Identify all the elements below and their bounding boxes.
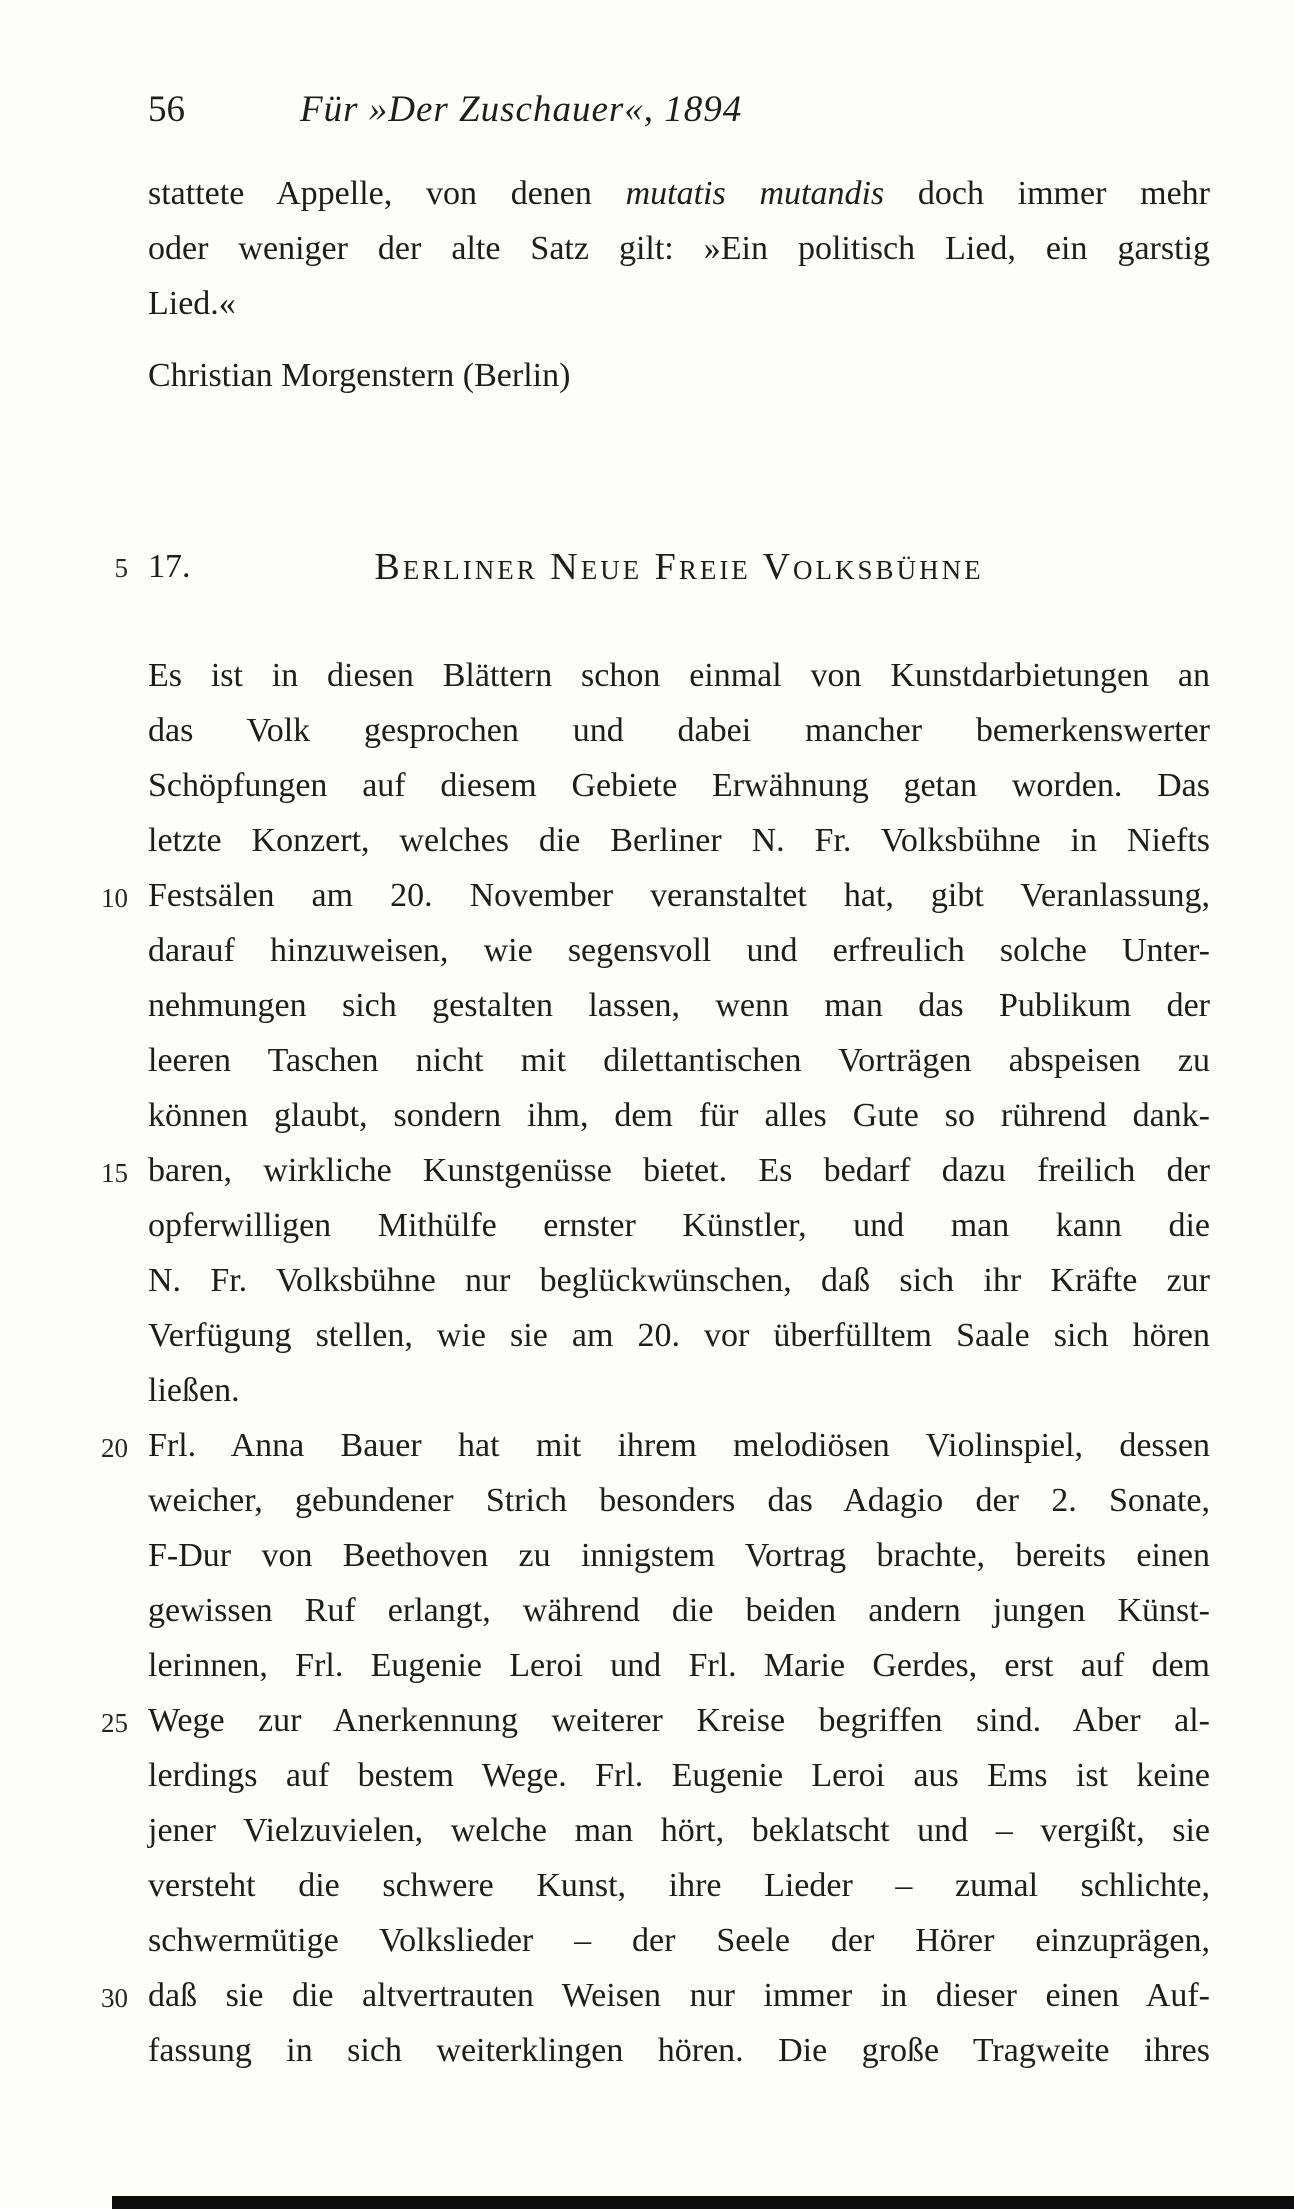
page-header — [148, 82, 1210, 137]
text-line — [148, 2023, 1210, 2078]
text-line — [148, 703, 1210, 758]
line-text: das Volk gesprochen und dabei mancher bemerkenswerter — [148, 712, 1210, 749]
line-text-prefix: stattete Appelle, von denen — [148, 175, 626, 212]
line-text: Schöpfungen auf diesem Gebiete Erwähnung getan worden. Das — [148, 767, 1210, 804]
line-text: Frl. Anna Bauer hat mit ihrem melodiösen Violinspiel, dessen — [148, 1427, 1210, 1464]
line-text: N. Fr. Volksbühne nur beglückwünschen, daß sich ihr Kräfte zur — [148, 1262, 1210, 1299]
margin-line-number: 30 — [101, 1983, 128, 2013]
line-text: daß sie die altvertrauten Weisen nur immer in dieser einen Auf- — [148, 1977, 1210, 2014]
line-text: Wege zur Anerkennung weiterer Kreise begriffen sind. Aber al- — [148, 1702, 1210, 1739]
author-signature: Christian Morgenstern (Berlin) — [148, 357, 571, 394]
line-text: opferwilligen Mithülfe ernster Künstler, und man kann die — [148, 1207, 1210, 1244]
line-text: oder weniger der alte Satz gilt: »Ein politisch Lied, ein garstig — [148, 230, 1210, 267]
line-text-suffix: doch immer mehr — [884, 175, 1210, 212]
line-text: baren, wirkliche Kunstgenüsse bietet. Es bedarf dazu freilich der — [148, 1152, 1210, 1189]
line-text: Verfügung stellen, wie sie am 20. vor überfülltem Saale sich hören — [148, 1317, 1210, 1354]
scan-edge-artifact — [112, 2196, 1294, 2209]
margin-line-number: 10 — [101, 883, 128, 913]
text-line — [148, 1748, 1210, 1803]
carryover-paragraph — [148, 166, 1210, 331]
text-line — [148, 648, 1210, 703]
text-line — [148, 1858, 1210, 1913]
text-line — [148, 276, 1210, 331]
line-text: fassung in sich weiterklingen hören. Die große Tragweite ihres — [148, 2032, 1210, 2069]
text-line — [148, 1473, 1210, 1528]
line-text: Lied.« — [148, 285, 236, 322]
text-line — [101, 1968, 1210, 2023]
text-line — [148, 1803, 1210, 1858]
margin-line-number: 5 — [114, 553, 128, 583]
text-line — [148, 1088, 1210, 1143]
body-text — [101, 648, 1210, 2078]
text-line — [148, 1253, 1210, 1308]
signature-row — [148, 348, 1210, 403]
text-line — [148, 1363, 1210, 1418]
text-line — [101, 1693, 1210, 1748]
line-text: lerdings auf bestem Wege. Frl. Eugenie Leroi aus Ems ist keine — [148, 1757, 1210, 1794]
text-line — [148, 1913, 1210, 1968]
section-item-number: 17. — [148, 548, 191, 585]
line-text: F-Dur von Beethoven zu innigstem Vortrag brachte, bereits einen — [148, 1537, 1210, 1574]
text-line — [148, 758, 1210, 813]
margin-line-number: 20 — [101, 1433, 128, 1463]
line-text: versteht die schwere Kunst, ihre Lieder – zumal schlichte, — [148, 1867, 1210, 1904]
text-line — [148, 978, 1210, 1033]
line-text: jener Vielzuvielen, welche man hört, beklatscht und – vergißt, sie — [148, 1812, 1210, 1849]
line-text: darauf hinzuweisen, wie segensvoll und erfreulich solche Unter- — [148, 932, 1210, 969]
text-line — [101, 1418, 1210, 1473]
section-heading-row — [114, 538, 1210, 596]
text-line — [101, 1143, 1210, 1198]
text-line — [148, 1198, 1210, 1253]
line-text: letzte Konzert, welches die Berliner N. Fr. Volksbühne in Niefts — [148, 822, 1210, 859]
margin-line-number: 15 — [101, 1158, 128, 1188]
text-line — [148, 221, 1210, 276]
running-title: Für »Der Zuschauer«, 1894 — [300, 89, 743, 130]
line-text: weicher, gebundener Strich besonders das Adagio der 2. Sonate, — [148, 1482, 1210, 1519]
line-text — [148, 166, 1210, 221]
text-line — [148, 1033, 1210, 1088]
text-line — [148, 923, 1210, 978]
line-text: können glaubt, sondern ihm, dem für alles Gute so rührend dank- — [148, 1097, 1210, 1134]
line-text: leeren Taschen nicht mit dilettantischen Vorträgen abspeisen zu — [148, 1042, 1210, 1079]
text-line — [101, 868, 1210, 923]
line-text: nehmungen sich gestalten lassen, wenn man das Publikum der — [148, 987, 1210, 1024]
text-line — [148, 813, 1210, 868]
line-text: Es ist in diesen Blättern schon einmal von Kunstdarbietungen an — [148, 657, 1210, 694]
text-line — [148, 1308, 1210, 1363]
section-heading: Berliner Neue Freie Volksbühne — [374, 546, 984, 588]
text-line — [148, 166, 1210, 221]
text-line — [148, 1583, 1210, 1638]
text-line — [148, 1528, 1210, 1583]
line-text: Festsälen am 20. November veranstaltet hat, gibt Veranlassung, — [148, 877, 1210, 914]
line-text: lerinnen, Frl. Eugenie Leroi und Frl. Marie Gerdes, erst auf dem — [148, 1647, 1210, 1684]
line-text: ließen. — [148, 1372, 240, 1409]
line-text: gewissen Ruf erlangt, während die beiden andern jungen Künst- — [148, 1592, 1210, 1629]
latin-phrase-italic: mutatis mutandis — [625, 175, 885, 212]
margin-line-number: 25 — [101, 1708, 128, 1738]
page-number: 56 — [148, 89, 185, 130]
text-line — [148, 1638, 1210, 1693]
line-text: schwermütige Volkslieder – der Seele der Hörer einzuprägen, — [148, 1922, 1210, 1959]
